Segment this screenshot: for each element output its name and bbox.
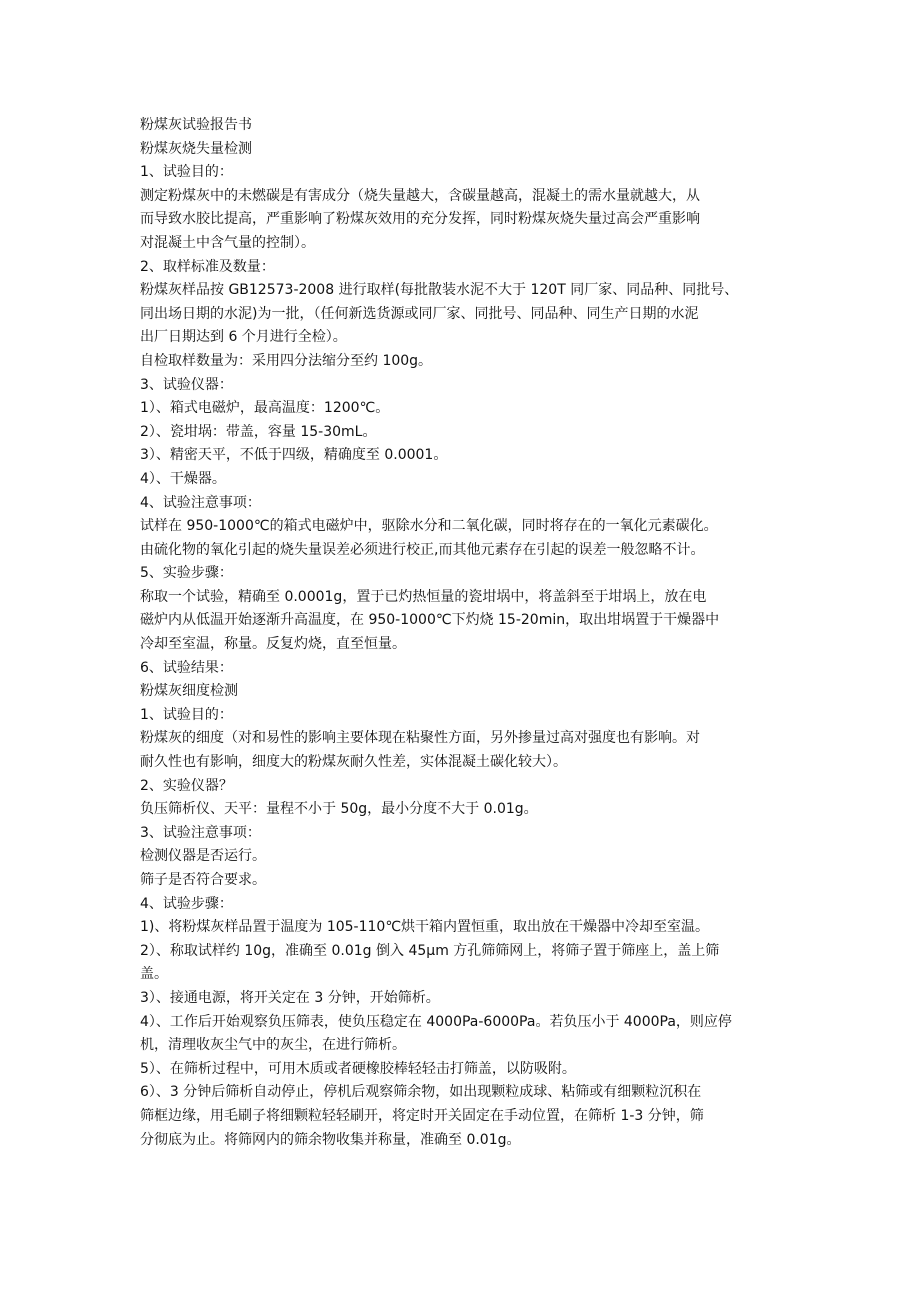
s1-notes-title: 4、试验注意事项： xyxy=(140,494,261,511)
s2-steps-line: 2）、称取试样约 10g，准确至 0.01g 倒入 45μm 方孔筛筛网上，将筛子置于筛座上，盖上筛 xyxy=(140,942,720,959)
s2-steps-line: 盖。 xyxy=(140,966,168,983)
s1-purpose-title: 1、试验目的： xyxy=(140,164,233,181)
s1-instruments-title: 3、试验仪器： xyxy=(140,376,233,393)
s2-steps-line: 1)、将粉煤灰样品置于温度为 105-110℃烘干箱内置恒重，取出放在干燥器中冷却至室温。 xyxy=(140,919,710,936)
s1-purpose-line: 而导致水胶比提高，严重影响了粉煤灰效用的充分发挥，同时粉煤灰烧失量过高会严重影响 xyxy=(140,211,700,228)
s1-steps-line: 冷却至室温，称量。反复灼烧，直至恒量。 xyxy=(140,636,406,653)
document-title: 粉煤灰试验报告书 xyxy=(140,117,252,133)
s1-purpose-line: 测定粉煤灰中的未燃碳是有害成分（烧失量越大，含碳量越高，混凝土的需水量就越大，从 xyxy=(140,187,700,204)
s1-instrument-item: 2）、瓷坩埚：带盖，容量 15-30mL。 xyxy=(140,423,377,440)
s2-instruments-line: 负压筛析仪、天平：量程不小于 50g，最小分度不大于 0.01g。 xyxy=(140,801,538,818)
s2-steps-line: 5）、在筛析过程中，可用木质或者硬橡胶棒轻轻击打筛盖，以防吸附。 xyxy=(140,1060,576,1077)
s1-purpose-line: 对混凝土中含气量的控制）。 xyxy=(140,234,315,251)
s1-sampling-line: 粉煤灰样品按 GB12573-2008 进行取样(每批散装水泥不大于 120T 同厂家、同品种、同批号、 xyxy=(140,282,739,299)
s2-steps-line: 筛框边缘，用毛刷子将细颗粒轻轻刷开，将定时开关固定在手动位置，在筛析 1-3 分钟，筛 xyxy=(140,1107,704,1124)
s2-purpose-line: 耐久性也有影响，细度大的粉煤灰耐久性差，实体混凝土碳化较大）。 xyxy=(140,754,567,771)
s1-steps-line: 称取一个试验，精确至 0.0001g，置于已灼热恒量的瓷坩埚中，将盖斜至于坩埚上，放在电 xyxy=(140,588,707,605)
s1-sampling-line: 出厂日期达到 6 个月进行全检）。 xyxy=(140,329,347,346)
s2-steps-line: 6）、3 分钟后筛析自动停止，停机后观察筛余物，如出现颗粒成球、粘筛或有细颗粒沉积在 xyxy=(140,1084,702,1101)
s1-results-title: 6、试验结果： xyxy=(140,659,233,676)
s2-steps-line: 3）、接通电源，将开关定在 3 分钟，开始筛析。 xyxy=(140,989,440,1006)
s2-notes-item: 检测仪器是否运行。 xyxy=(140,848,266,865)
s1-steps-line: 磁炉内从低温开始逐渐升高温度，在 950-1000℃下灼烧 15-20min，取出坩埚置于干燥器中 xyxy=(140,612,720,629)
s2-notes-title: 3、试验注意事项： xyxy=(140,824,261,841)
s2-steps-line: 分彻底为止。将筛网内的筛余物收集并称量，准确至 0.01g。 xyxy=(140,1131,521,1148)
s2-steps-line: 4）、工作后开始观察负压筛表，使负压稳定在 4000Pa-6000Pa。若负压小于 4000Pa，则应停 xyxy=(140,1013,732,1030)
s1-notes-line: 试样在 950-1000℃的箱式电磁炉中，驱除水分和二氧化碳，同时将存在的一氧化元素碳化。 xyxy=(140,518,718,535)
s1-instrument-item: 4）、干燥器。 xyxy=(140,470,226,487)
s1-sampling-title: 2、取样标准及数量： xyxy=(140,258,275,275)
s2-instruments-title: 2、实验仪器？ xyxy=(140,777,233,794)
s2-steps-line: 机，清理收灰尘气中的灰尘，在进行筛析。 xyxy=(140,1037,406,1054)
s1-notes-line: 由硫化物的氧化引起的烧失量误差必须进行校正,而其他元素存在引起的误差一般忽略不计。 xyxy=(140,541,705,558)
s1-steps-title: 5、实验步骤： xyxy=(140,565,233,582)
s2-purpose-title: 1、试验目的： xyxy=(140,706,233,723)
s1-instrument-item: 1）、箱式电磁炉，最高温度：1200℃。 xyxy=(140,400,390,417)
section-heading-fineness: 粉煤灰细度检测 xyxy=(140,683,238,700)
s2-purpose-line: 粉煤灰的细度（对和易性的影响主要体现在粘聚性方面，另外掺量过高对强度也有影响。对 xyxy=(140,730,700,747)
s1-sampling-line: 自检取样数量为：采用四分法缩分至约 100g。 xyxy=(140,352,433,369)
s1-instrument-item: 3）、精密天平，不低于四级，精确度至 0.0001。 xyxy=(140,447,448,464)
s2-steps-title: 4、试验步骤： xyxy=(140,895,233,912)
s1-sampling-line: 同出场日期的水泥)为一批，（任何新选货源或同厂家、同批号、同品种、同生产日期的水泥 xyxy=(140,305,699,322)
document-body xyxy=(140,114,790,1152)
s2-notes-item: 筛子是否符合要求。 xyxy=(140,872,266,888)
section-heading-loss-on-ignition: 粉煤灰烧失量检测 xyxy=(140,140,252,157)
